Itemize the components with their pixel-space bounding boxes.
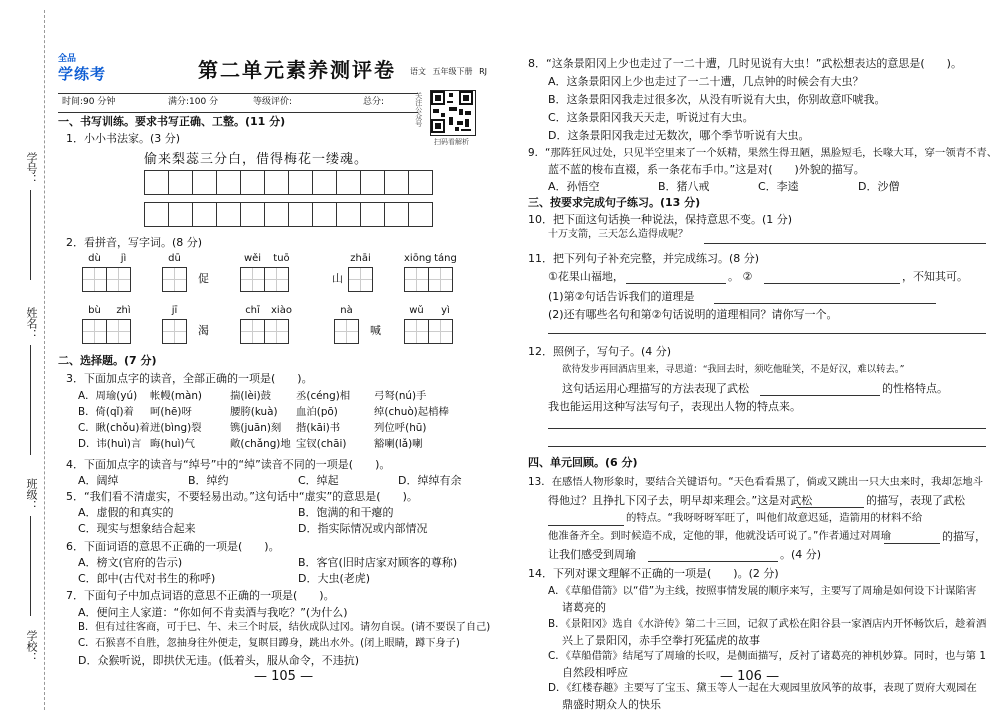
q7-option-c[interactable]: C．石猴喜不自胜，忽抽身往外便走，复瞑目蹲身，跳出水外。(闭上眼睛，蹲下身子) <box>78 638 460 649</box>
pinyin-label: dū <box>168 253 181 264</box>
q8-option-a[interactable]: A．这条景阳冈上少也走过了一二十遭，几点钟的时候会有大虫？ <box>548 75 864 88</box>
q3-option-word: 宝钗(chāi) <box>296 438 347 450</box>
q14-option-d[interactable]: D．《红楼春趣》主要写了宝玉、黛玉等人一起在大观园里放风筝的故事，表现了贾府大观园在 <box>548 682 977 694</box>
question-2: 2．看拼音，写字词。(8 分) <box>66 236 203 249</box>
q13-line-2b: 的描写，表现了武松 <box>866 494 965 507</box>
pinyin-label: chī <box>245 305 260 316</box>
binding-line <box>44 10 45 710</box>
q11-sub-2: (2)还有哪些名句和第②句话说明的道理相同？请你写一个。 <box>548 308 838 321</box>
class-label: 班级： <box>25 478 38 511</box>
q9-option-c[interactable]: C．李逵 <box>758 180 799 193</box>
q14-option-a[interactable]: A．《草船借箭》以“借”为主线，按照事情发展的顺序来写，主要写了周瑜是如何设下计谋陷害 <box>548 585 977 597</box>
q7-option-a[interactable]: A．便问主人家道：“你如何不肯卖酒与我吃？”(为什么) <box>78 606 348 619</box>
question-1: 1．小小书法家。(3 分) <box>66 132 181 145</box>
q12-prompt-a: 这句话运用心理描写的方法表现了武松 <box>562 382 749 395</box>
q14-option-c[interactable]: C．《草船借箭》结尾写了周瑜的长叹，是侧面描写，反衬了诸葛亮的神机妙算。同时，也与第 1 <box>548 650 986 662</box>
pinyin-label: yì <box>441 305 450 316</box>
q3-option-word: 晦(huì)气 <box>150 438 195 450</box>
brand-logo <box>58 54 112 84</box>
q11-line-1-end: ，不知其可。 <box>902 270 968 283</box>
book-meta: 语文 五年级下册 RJ <box>410 67 488 76</box>
pinyin-label: jì <box>120 253 127 264</box>
q11-sub-1: (1)第②句话告诉我们的道理是 <box>548 290 695 303</box>
q13-blank-4[interactable] <box>648 561 778 562</box>
grade-info: 等级评价: <box>253 97 293 107</box>
q12-prompt-a-end: 的性格特点。 <box>882 382 948 395</box>
word-suffix: 促 <box>198 272 209 285</box>
class-line <box>30 516 31 616</box>
word-prefix: 山 <box>332 272 343 285</box>
q11-blank-1[interactable] <box>626 283 726 284</box>
q5-option-b[interactable]: B．饱满的和干瘪的 <box>298 506 394 519</box>
q3-option-word: 揩(kāi)书 <box>296 422 341 434</box>
q3-option-word: 镌(juān)刻 <box>230 422 282 434</box>
question-6: 6．下面词语的意思不正确的一项是( )。 <box>66 540 280 553</box>
q14-option-b-cont: 兴上了景阳冈，赤手空拳打死猛虎的故事 <box>562 634 760 647</box>
q9-option-a[interactable]: A．孙悟空 <box>548 180 600 193</box>
q3-option[interactable]: A．周瑜(yú) <box>78 390 138 402</box>
q4-option-c[interactable]: C．绰起 <box>298 474 339 487</box>
q10-answer-line[interactable] <box>704 243 986 244</box>
question-7: 7．下面句子中加点词语的意思不正确的一项是( )。 <box>66 589 335 602</box>
q4-option-a[interactable]: A．阔绰 <box>78 474 119 487</box>
q12-prompt-b: 我也能运用这种写法写句子，表现出人物的特点来。 <box>548 400 801 413</box>
poem-line: 偷来梨蕊三分白，借得梅花一缕魂。 <box>144 152 369 167</box>
question-14: 14．下列对课文理解不正确的一项是( )。(2 分) <box>528 567 779 580</box>
name-line <box>30 345 31 455</box>
word-suffix: 渴 <box>198 324 209 337</box>
q12-line-1[interactable] <box>548 428 986 429</box>
q7-option-b[interactable]: B．但有过往客商，可于巳、午、未三个时辰，结伙成队过冈。请勿自误。(请不要误了自己) <box>78 622 491 633</box>
q10-sentence: 十万支箭，三天怎么造得成呢？ <box>548 229 688 240</box>
q3-option-word: 呵(hē)呀 <box>150 406 192 418</box>
q3-option-word: 绰(chuò)起梢棒 <box>374 406 449 418</box>
q13-line-4a: 他准备齐全。到时候造不成，定他的罪，他就没话可说了。”作者通过对周瑜 <box>548 530 892 542</box>
page-number-105: — 105 — <box>254 669 314 684</box>
q12-blank[interactable] <box>760 395 880 396</box>
writing-grid-row-2[interactable] <box>144 202 432 227</box>
info-bar <box>58 93 418 113</box>
pinyin-label: bù <box>88 305 101 316</box>
qr-pattern-icon <box>431 91 473 133</box>
q11-line-1-mid: 。 ② <box>728 270 753 283</box>
q8-option-c[interactable]: C．这条景阳冈我天天走，听说过有大虫。 <box>548 111 754 124</box>
q3-option[interactable]: B．倚(qǐ)着 <box>78 406 134 418</box>
logo-top: 全品 <box>58 54 77 64</box>
q13-blank-3[interactable] <box>884 543 940 544</box>
question-5: 5．“我们看不清虚实，不要轻易出动。”这句话中“虚实”的意思是( )。 <box>66 490 418 503</box>
page-105 <box>58 0 498 722</box>
q13-line-5a: 让我们感受到周瑜 <box>548 548 636 561</box>
question-3: 3．下面加点字的读音，全部正确的一项是( )。 <box>66 372 313 385</box>
q5-option-a[interactable]: A．虚假的和真实的 <box>78 506 174 519</box>
q13-line-3: 的特点。“我呀呀呀军旺了，叫他们故意迟延，造箭用的材料不给 <box>626 512 923 524</box>
section-2-heading: 二、选择题。(7 分) <box>58 354 157 367</box>
q3-option-word: 列位呼(hū) <box>374 422 427 434</box>
q3-option-word: 迸(bìng)裂 <box>150 422 202 434</box>
question-4: 4．下面加点字的读音与“绰号”中的“绰”读音不同的一项是( )。 <box>66 458 391 471</box>
student-no-label: 学号： <box>25 152 38 185</box>
pinyin-label: nà <box>340 305 353 316</box>
q12-line-2[interactable] <box>548 446 986 447</box>
question-9: 9．“那阵狂风过处，只见半空里来了一个妖精，果然生得丑陋，黑脸短毛，长喙大耳，穿一领青不青、 <box>528 147 998 159</box>
writing-grid-row-1[interactable] <box>144 170 432 195</box>
section-1-heading: 一、书写训练。要求书写正确、工整。(11 分) <box>58 115 286 128</box>
binding-margin <box>0 0 55 722</box>
q3-option[interactable]: C．瞅(chǒu)着 <box>78 422 150 434</box>
q3-option-word: 弓弩(nú)手 <box>374 390 427 402</box>
question-12: 12．照例子，写句子。(4 分) <box>528 345 672 358</box>
name-label: 姓名： <box>25 307 38 340</box>
pinyin-label: jī <box>171 305 178 316</box>
q6-option-a[interactable]: A．榜文(官府的告示) <box>78 556 183 569</box>
q3-option-word: 豁喇(lǎ)喇 <box>374 438 423 450</box>
pinyin-label: dù <box>88 253 101 264</box>
q9-option-d[interactable]: D．沙僧 <box>858 180 900 193</box>
q8-option-b[interactable]: B．这条景阳冈我走过很多次，从没有听说有大虫，你别故意吓唬我。 <box>548 93 886 106</box>
q11-sub-2-line[interactable] <box>548 333 986 334</box>
q11-blank-2[interactable] <box>764 283 900 284</box>
q13-line-4b: 的描写， <box>942 530 986 543</box>
qr-caption: 扫码看解析 <box>434 138 469 146</box>
q3-option[interactable]: D．讳(huì)言 <box>78 438 142 450</box>
pinyin-label: xiào <box>271 305 292 316</box>
q6-option-c[interactable]: C．郎中(古代对书生的称呼) <box>78 572 216 585</box>
pinyin-label: táng <box>434 253 457 264</box>
pinyin-label: xiōng <box>404 253 432 264</box>
q13-blank-1[interactable] <box>796 507 864 508</box>
pinyin-label: tuō <box>273 253 290 264</box>
page-number-106: — 106 — <box>720 669 780 684</box>
section-3-heading: 三、按要求完成句子练习。(13 分) <box>528 196 701 209</box>
q11-sub-1-blank[interactable] <box>714 303 936 304</box>
q3-option-word: 腰胯(kuà) <box>230 406 278 418</box>
q13-line-2a: 得他过？且挣扎下冈子去，明早却来理会。”这是对武松 <box>548 494 813 507</box>
q5-option-c[interactable]: C．现实与想象结合起来 <box>78 522 196 535</box>
q4-option-d[interactable]: D．绰绰有余 <box>398 474 462 487</box>
student-no-line <box>30 190 31 280</box>
q8-option-d[interactable]: D．这条景阳冈我走过无数次，哪个季节听说有大虫。 <box>548 129 810 142</box>
score-info: 满分:100 分 <box>168 97 219 107</box>
page-106 <box>528 0 998 722</box>
qr-code[interactable] <box>430 90 476 136</box>
pinyin-label: wěi <box>243 253 262 264</box>
pinyin-label: wǔ <box>409 305 424 316</box>
q6-option-d[interactable]: D．大虫(老虎) <box>298 572 371 585</box>
pinyin-label: zhì <box>116 305 131 316</box>
q3-option-word: 丞(céng)相 <box>296 390 351 402</box>
q12-example: 欲待发步再回酒店里来，寻思道：“我回去时，须吃他耻笑，不是好汉，难以转去。” <box>562 364 905 375</box>
q14-option-a-cont: 诸葛亮的 <box>562 601 606 614</box>
question-8: 8．“这条景阳冈上少也走过了一二十遭，几时见说有大虫！”武松想表达的意思是( )。 <box>528 57 962 70</box>
time-info: 时间:90 分钟 <box>62 97 116 107</box>
question-9-cont: 蓝不蓝的梭布直裰，系一条花布手巾。”这是对( )外貌的描写。 <box>548 163 865 176</box>
q9-option-b[interactable]: B．猪八戒 <box>658 180 710 193</box>
q7-option-d[interactable]: D．众猴听说，即拱伏无违。(低着头，服从命令，不违抗) <box>78 654 360 667</box>
school-label: 学校： <box>25 630 38 663</box>
question-10: 10．把下面这句话换一种说法，保持意思不变。(1 分) <box>528 213 793 226</box>
q13-line-5b: 。(4 分) <box>780 548 822 561</box>
q3-option-word: 帐幔(màn) <box>150 390 202 402</box>
page-title: 第二单元素养测评卷 <box>198 58 396 82</box>
q14-option-d-cont: 鼎盛时期众人的快乐 <box>562 698 661 711</box>
logo-main: 学练考 <box>58 65 107 84</box>
q14-option-b[interactable]: B．《景阳冈》选自《水浒传》第二十三回，记叙了武松在阳谷县一家酒店内开怀畅饮后，趁着酒 <box>548 618 987 630</box>
q4-option-b[interactable]: B．绰约 <box>188 474 229 487</box>
question-13: 13．在感悟人物形象时，要结合关键语句。“天色看看黑了，倘或又跳出一只大虫来时，我却怎地斗 <box>528 476 984 488</box>
q11-line-1-start: ①花果山福地， <box>548 270 624 283</box>
qr-side-text: 关注公众号 <box>414 92 423 127</box>
q6-option-b[interactable]: B．客官(旧时店家对顾客的尊称) <box>298 556 458 569</box>
q13-blank-2[interactable] <box>548 525 624 526</box>
q14-option-c-cont: 自然段相呼应 <box>562 666 628 679</box>
pinyin-label: zhāi <box>350 253 371 264</box>
q3-option-word: 血泊(pō) <box>296 406 338 418</box>
q3-option-word: 敞(chǎng)地 <box>230 438 291 450</box>
section-4-heading: 四、单元回顾。(6 分) <box>528 456 638 469</box>
q3-option-word: 揣(lèi)鼓 <box>230 390 272 402</box>
q5-option-d[interactable]: D．指实际情况或内部情况 <box>298 522 428 535</box>
word-suffix: 喊 <box>370 324 381 337</box>
total-info: 总分: <box>363 97 385 107</box>
question-11: 11．把下列句子补充完整，并完成练习。(8 分) <box>528 252 760 265</box>
